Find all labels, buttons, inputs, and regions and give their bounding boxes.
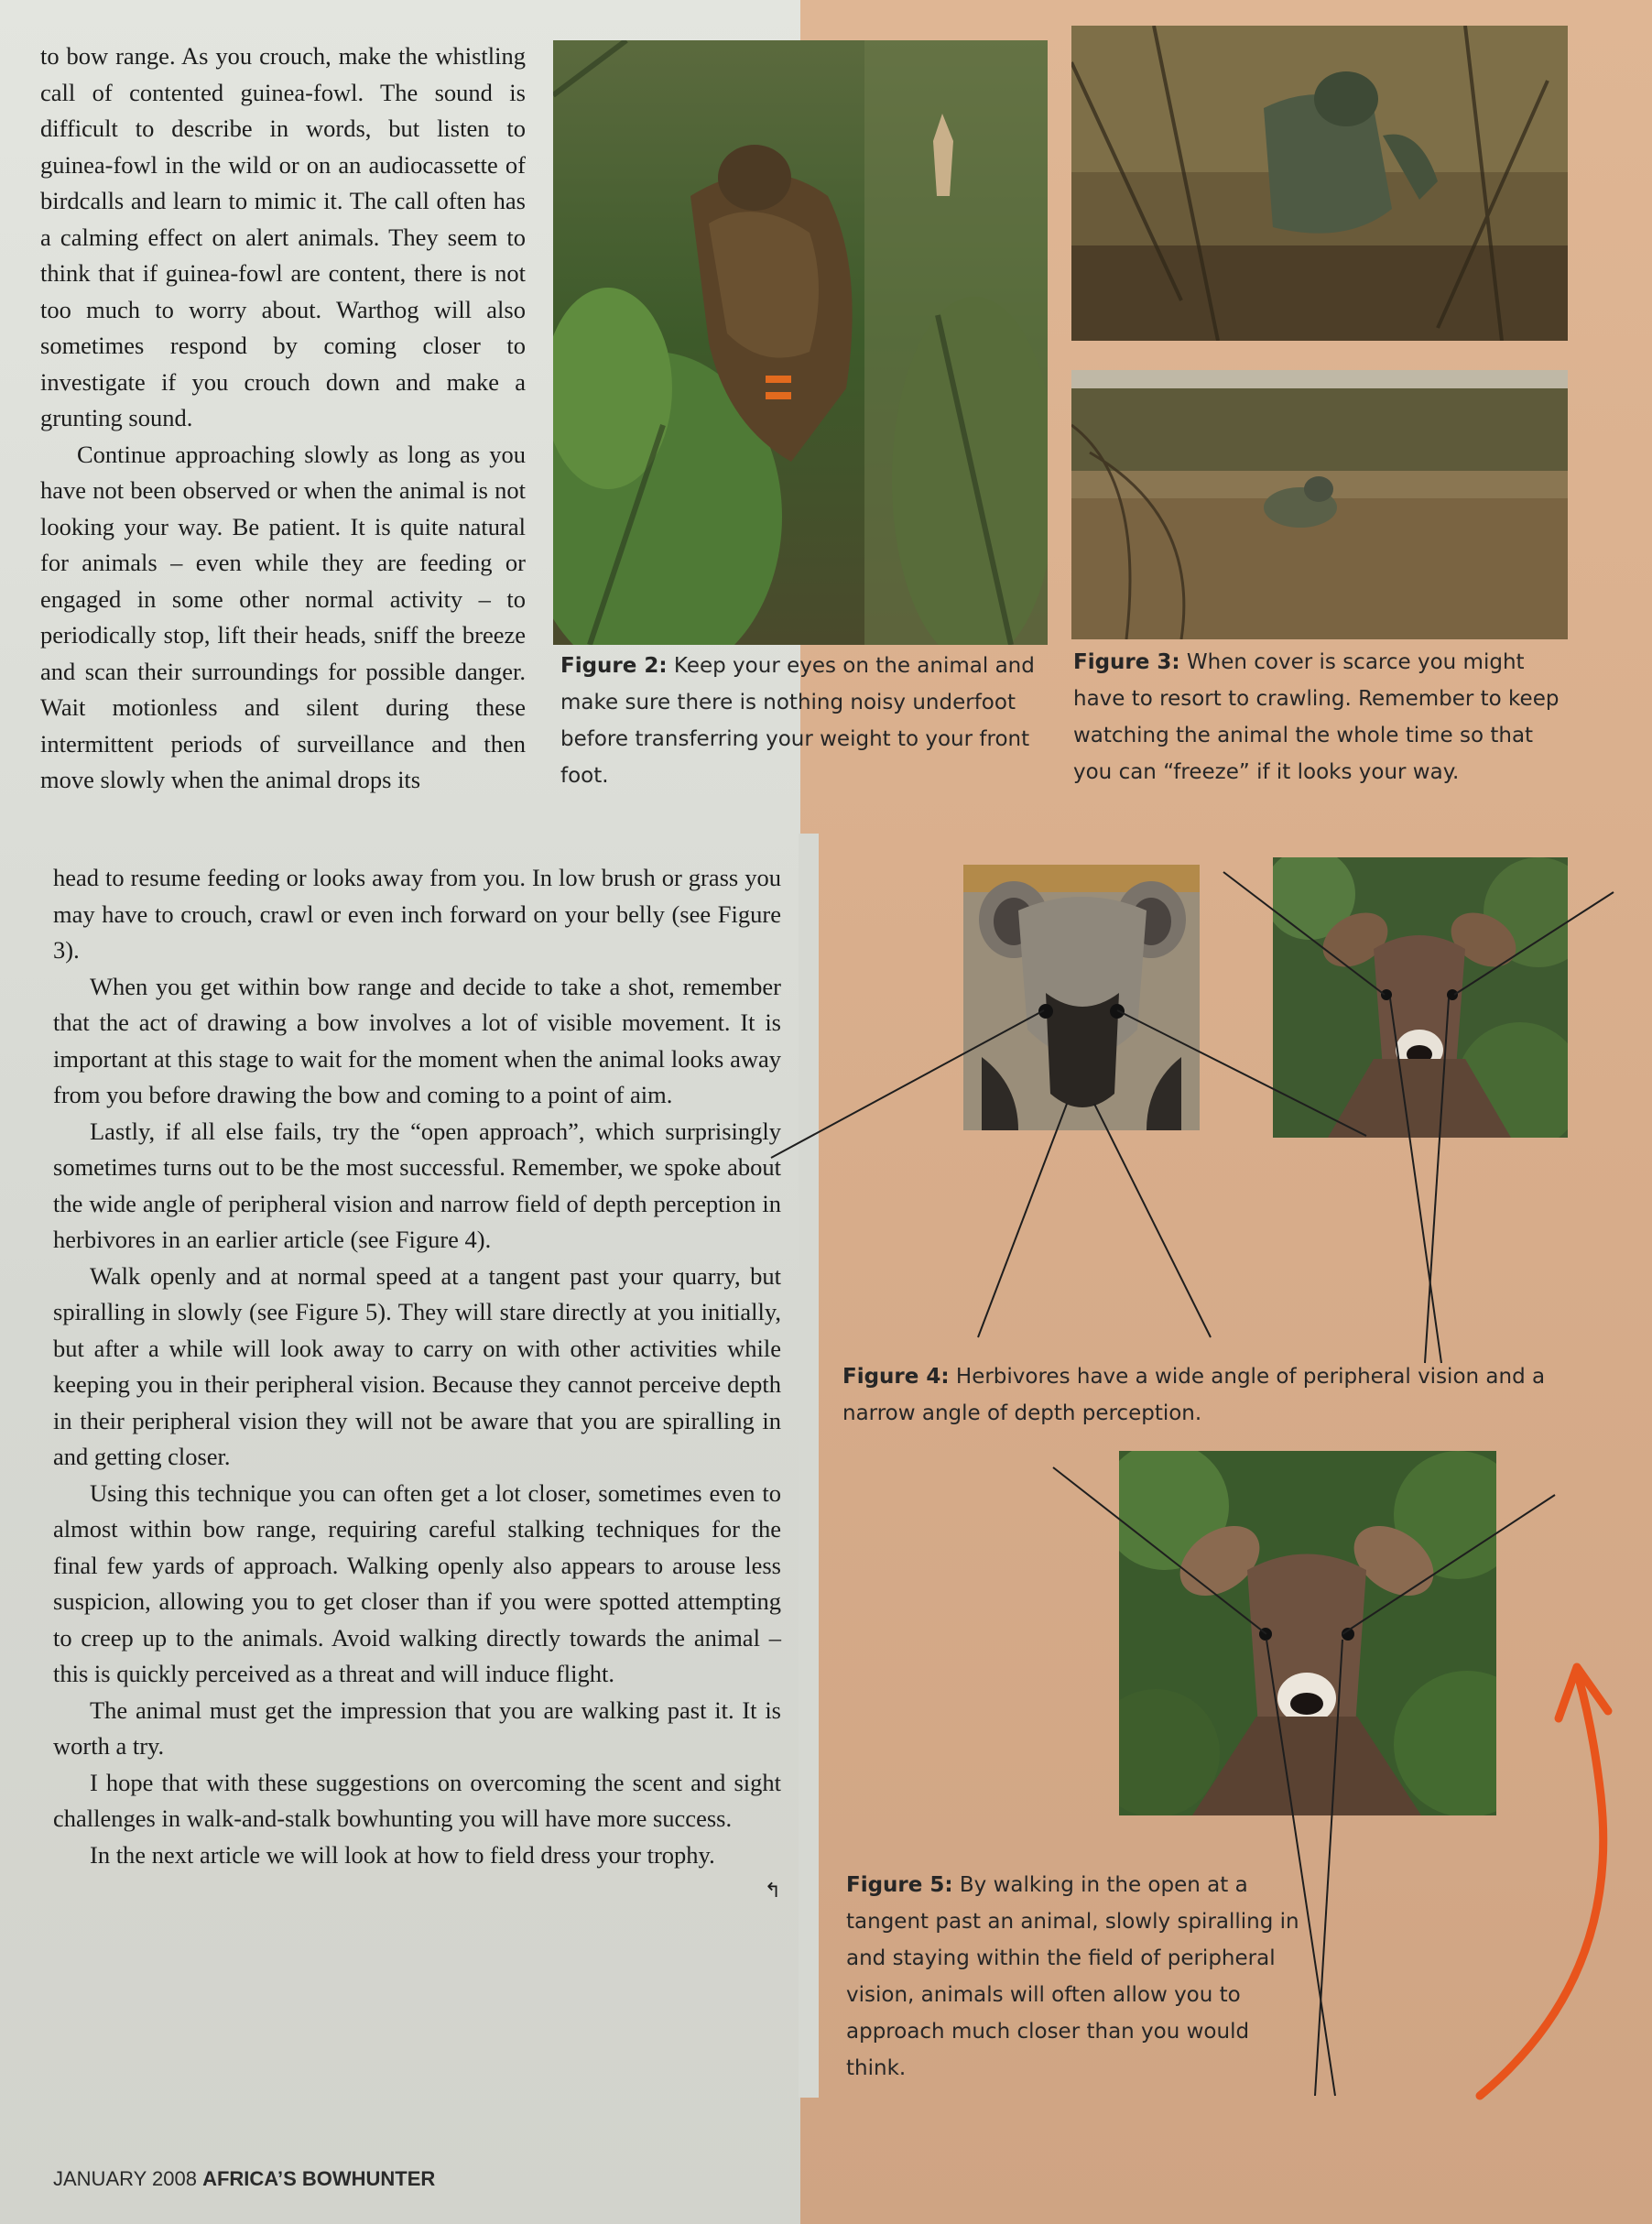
caption-text: Herbivores have a wide angle of peripheral vision and a narrow angle of depth perception.: [842, 1365, 1546, 1425]
article-text-bottom: [53, 860, 781, 1910]
paragraph: Using this technique you can often get a lot closer, sometimes even to almost within bow range, requiring careful stalking techniques for the final few yards of approach. Walking openly also appears to arouse less suspicion, allowing you to get closer than if you were spotted attempting to creep up to the animals. Avoid walking directly towards the animal – this is quickly perceived as a threat and will induce flight.: [53, 1478, 781, 1687]
paragraph: The animal must get the impression that you are walking past it. It is worth a try.: [53, 1695, 781, 1760]
figure-3-top-photo: [1071, 26, 1568, 341]
figure-2-caption: [560, 648, 1055, 794]
caption-label: Figure 3:: [1073, 650, 1180, 674]
figure-5-waterbuck-photo: [1119, 1451, 1496, 1815]
paragraph: I hope that with these suggestions on overcoming the scent and sight challenges in walk-and-stalk bowhunting you will have more success.: [53, 1768, 781, 1832]
paragraph: Lastly, if all else fails, try the “open approach”, which surprisingly sometimes turns out to be the most successful. Remember, we spoke about the wide angle of peripheral vision and narrow field of depth perception in herbivores in an earlier article (see Figure 4).: [53, 1117, 781, 1253]
paragraph: When you get within bow range and decide to take a shot, remember that the act of drawing a bow involves a lot of visible movement. It is important at this stage to wait for the moment when the animal looks away from you before drawing the bow and coming to a point of aim.: [53, 972, 781, 1108]
caption-label: Figure 2:: [560, 654, 668, 678]
camouflaged-hunter-stalking-icon: [553, 40, 1048, 645]
figure-5-caption: [846, 1867, 1300, 2087]
figure-3-caption: [1073, 644, 1572, 790]
waterbuck-face-icon: [1273, 857, 1568, 1138]
waterbuck-face-icon: [1119, 1451, 1496, 1815]
hyena-face-icon: [963, 865, 1200, 1130]
figure-2-photo: [553, 40, 1048, 645]
footer-magazine-title: AFRICA’S BOWHUNTER: [202, 2167, 436, 2190]
footer-date: JANUARY 2008: [53, 2167, 203, 2190]
figure-4-waterbuck-photo: [1273, 857, 1568, 1138]
caption-label: Figure 5:: [846, 1873, 953, 1897]
paragraph: In the next article we will look at how to field dress your trophy.: [90, 1840, 715, 1869]
hunter-crawling-icon: [1071, 370, 1568, 639]
caption-text: Keep your eyes on the animal and make sure there is nothing noisy underfoot before transferring your weight to your front foot.: [560, 654, 1035, 788]
paragraph: to bow range. As you crouch, make the whistling call of contented guinea-fowl. The sound is difficult to describe in words, but listen to guinea-fowl in the wild or on an audiocassette of birdcalls and learn to mimic it. The call often has a calming effect on alert animals. They seem to think that if guinea-fowl are content, there is not too much to worry about. Warthog will also sometimes respond by coming closer to investigate if you crouch down and make a grunting sound.: [40, 42, 526, 431]
end-mark-icon: ↰: [764, 1880, 781, 1902]
hunter-crouching-icon: [1071, 26, 1568, 341]
paragraph: Walk openly and at normal speed at a tangent past your quarry, but spiralling in slowly (see Figure 5). They will stare directly at you initially, but after a while will look away to carry on with other activities while keeping you in their peripheral vision. Because they cannot perceive depth in their peripheral vision they will not be aware that you are spiralling in and getting closer.: [53, 1261, 781, 1470]
caption-text: By walking in the open at a tangent past an animal, slowly spiralling in and staying within the field of peripheral vision, animals will often allow you to approach much closer than you would think.: [846, 1873, 1299, 2080]
article-text-top: [40, 38, 526, 799]
caption-text: When cover is scarce you might have to resort to crawling. Remember to keep watching the animal the whole time so that you can “freeze” if it looks your way.: [1073, 650, 1560, 784]
figure-4-caption: [842, 1358, 1575, 1432]
caption-label: Figure 4:: [842, 1365, 950, 1389]
figure-3-bottom-photo: [1071, 370, 1568, 639]
page-footer: [53, 2167, 435, 2191]
paragraph: head to resume feeding or looks away from you. In low brush or grass you may have to crouch, crawl or even inch forward on your belly (see Figure 3).: [53, 864, 781, 964]
text-column-extension: [799, 834, 819, 2098]
paragraph: Continue approaching slowly as long as you have not been observed or when the animal is not looking your way. Be patient. It is quite natural for animals – even while they are feeding or engaged in some other normal activity – to periodically stop, lift their heads, sniff the breeze and scan their surroundings for possible danger. Wait motionless and silent during these intermittent periods of surveillance and then move slowly when the animal drops its: [40, 440, 526, 793]
figure-4-hyena-photo: [963, 865, 1200, 1130]
